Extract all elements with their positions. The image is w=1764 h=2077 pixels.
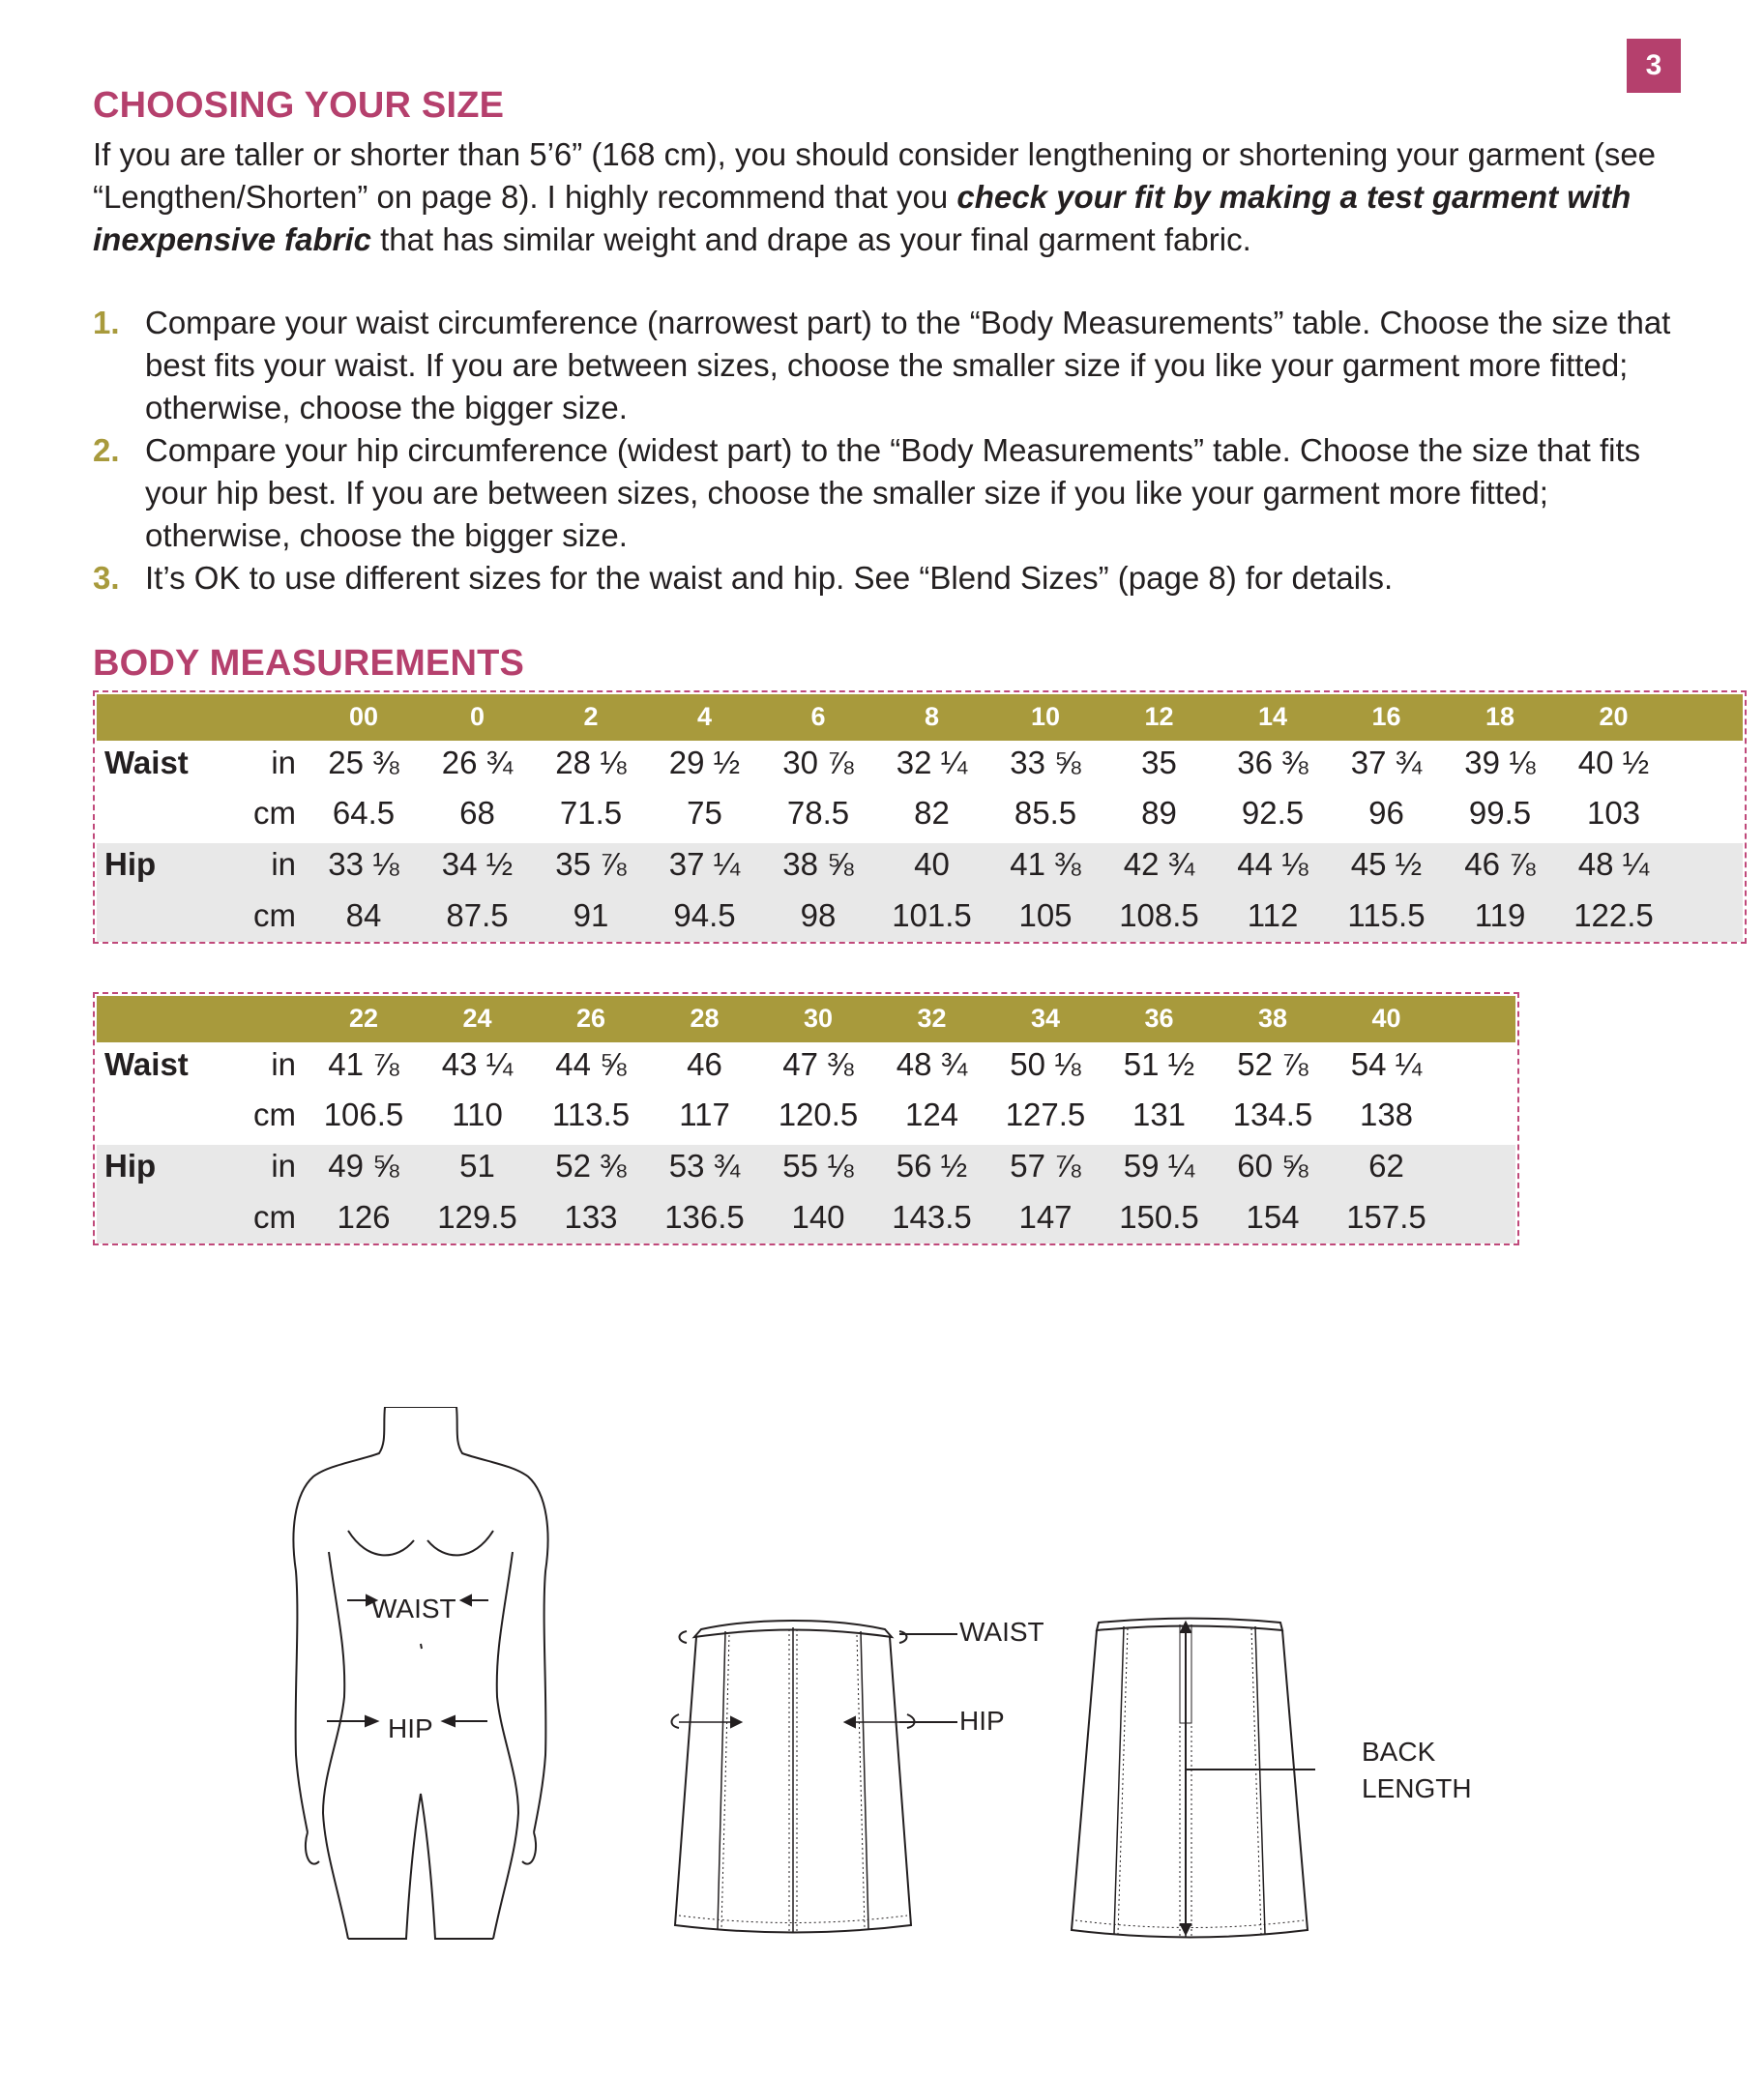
intro-emphasis: check your fit by making a test garment with inexpensive fabric [93,179,1632,257]
size-header: 10 [1030,702,1061,731]
measurement-cell: 62 [1368,1148,1404,1184]
measurement-cell: 33 ⅝ [1010,745,1081,780]
measurement-cell: 87.5 [446,897,509,933]
measurement-cell: 71.5 [559,795,623,831]
measurement-cell: 25 ⅜ [328,745,399,780]
skirt-hip-label: HIP [959,1706,1005,1736]
measurement-cell: 51 ½ [1123,1046,1195,1082]
measurement-cell: 40 [914,846,950,882]
measurement-cell: 28 ⅛ [555,745,627,780]
size-header: 34 [1030,1004,1061,1033]
measurement-cell: 154 [1246,1199,1300,1235]
measurement-cell: 55 ⅛ [782,1148,854,1184]
step-text: It’s OK to use different sizes for the waist and hip. See “Blend Sizes” (page 8) for details. [145,560,1394,596]
measurement-cell: 47 ⅜ [782,1046,854,1082]
measurement-cell: 46 ⅞ [1464,846,1536,882]
size-header: 20 [1599,702,1629,731]
waist-row-label: Waist [104,745,189,780]
measurement-cell: 124 [904,1097,959,1132]
step-number: 1. [93,305,120,340]
measurement-cell: 26 ¾ [441,745,514,780]
back-length-label-line2: LENGTH [1362,1773,1472,1803]
skirt-back-figure [1064,1615,1315,1944]
unit-label: in [271,846,296,882]
body-figure [290,1407,551,1948]
measurement-cell: 126 [337,1199,391,1235]
measurement-cell: 42 ¾ [1123,846,1195,882]
measurement-cell: 129.5 [437,1199,517,1235]
size-header: 26 [575,1004,606,1033]
measurement-cell: 85.5 [1014,795,1077,831]
measurement-cell: 101.5 [892,897,972,933]
measurement-cell: 103 [1586,795,1641,831]
measurement-cell: 33 ⅛ [328,846,399,882]
measurement-cell: 75 [687,795,722,831]
size-header: 36 [1144,1004,1174,1033]
measurement-cell: 131 [1132,1097,1187,1132]
intro-text-2: that has similar weight and drape as your final garment fabric. [370,221,1251,257]
measurement-cell: 38 ⅝ [782,846,854,882]
measurement-cell: 32 ¼ [896,745,968,780]
measurement-cell: 133 [564,1199,618,1235]
step-number: 3. [93,560,120,596]
measurement-cell: 37 ¼ [668,846,741,882]
measurement-cell: 41 ⅜ [1010,846,1081,882]
waist-row-label: Waist [104,1046,189,1082]
size-header: 22 [348,1004,379,1033]
size-header: 2 [583,702,599,731]
step-text: Compare your waist circumference (narrowest part) to the “Body Measurements” table. Choose the size that best fits your waist. If you are between sizes, choose the smaller size if you like your garment more fitted; otherwise, choose the bigger size. [145,305,1671,425]
measurement-cell: 39 ⅛ [1464,745,1536,780]
measurement-cell: 60 ⅝ [1237,1148,1308,1184]
measurement-cell: 143.5 [892,1199,972,1235]
measurement-cell: 112 [1247,897,1299,933]
measurement-cell: 29 ½ [668,745,741,780]
measurement-cell: 48 ¾ [896,1046,968,1082]
measurement-cell: 49 ⅝ [328,1148,399,1184]
measurement-cell: 44 ⅛ [1237,846,1308,882]
measurement-cell: 78.5 [786,795,850,831]
size-header: 8 [924,702,940,731]
list-item [93,557,1679,600]
measurement-cell: 52 ⅜ [555,1148,627,1184]
intro-paragraph [93,133,1679,261]
measurement-cell: 94.5 [673,897,736,933]
page-number-badge: 3 [1627,39,1681,93]
measurement-cell: 54 ¼ [1350,1046,1423,1082]
measurement-cell: 46 [687,1046,722,1082]
measurement-cell: 51 [459,1148,495,1184]
measurement-cell: 37 ¾ [1350,745,1423,780]
size-header: 00 [348,702,379,731]
measurement-cell: 82 [914,795,950,831]
measurement-cell: 57 ⅞ [1010,1148,1081,1184]
size-header: 4 [696,702,713,731]
measurement-cell: 91 [573,897,609,933]
skirt-front-figure [667,1610,919,1939]
measurement-cell: 45 ½ [1350,846,1423,882]
measurement-cell: 30 ⅞ [782,745,854,780]
measurement-cell: 157.5 [1346,1199,1426,1235]
size-header: 16 [1371,702,1401,731]
measurement-cell: 64.5 [332,795,396,831]
back-length-label-line1: BACK [1362,1737,1436,1767]
measurement-cell: 106.5 [323,1097,404,1132]
list-item [93,302,1679,429]
unit-label: cm [253,1097,296,1132]
measurement-cell: 147 [1018,1199,1073,1235]
hip-row-label: Hip [104,1148,157,1184]
list-item [93,429,1679,557]
measurement-cell: 34 ½ [441,846,514,882]
measurement-cell: 122.5 [1573,897,1654,933]
measurement-cell: 35 [1141,745,1177,780]
measurement-cell: 50 ⅛ [1010,1046,1081,1082]
skirt-callout-lines [899,1615,957,1731]
size-header: 30 [803,1004,834,1033]
unit-label: cm [253,897,296,933]
body-hip-label: HIP [388,1713,433,1743]
measurement-cell: 105 [1018,897,1073,933]
step-number: 2. [93,432,120,468]
hip-row-label: Hip [104,846,157,882]
measurement-cell: 138 [1359,1097,1414,1132]
unit-label: cm [253,795,296,831]
measurement-cell: 35 ⅞ [555,846,627,882]
measurement-cell: 89 [1141,795,1177,831]
measurement-cell: 53 ¾ [668,1148,741,1184]
measurement-cell: 127.5 [1005,1097,1086,1132]
size-header: 38 [1257,1004,1288,1033]
measurement-cell: 136.5 [664,1199,745,1235]
size-header: 32 [917,1004,947,1033]
size-header: 28 [690,1004,720,1033]
unit-label: cm [253,1199,296,1235]
unit-label: in [271,1148,296,1184]
measurement-cell: 92.5 [1241,795,1305,831]
measurement-cell: 43 ¼ [441,1046,514,1082]
measurement-cell: 36 ⅜ [1237,745,1308,780]
measurement-cell: 99.5 [1468,795,1532,831]
measurement-cell: 108.5 [1119,897,1199,933]
skirt-waist-label: WAIST [959,1617,1044,1647]
body-waist-label: WAIST [371,1594,456,1624]
choosing-size-heading: CHOOSING YOUR SIZE [93,85,505,126]
measurement-cell: 98 [800,897,837,933]
size-header: 6 [810,702,826,731]
step-text: Compare your hip circumference (widest part) to the “Body Measurements” table. Choose the size that fits your hip best. If you are between sizes, choose the smaller size if you like your garment more fitted; otherwise, choose the bigger size. [145,432,1641,553]
unit-label: in [271,745,296,780]
body-measurements-heading: BODY MEASUREMENTS [93,643,525,684]
measurement-cell: 41 ⅞ [328,1046,399,1082]
intro-text-1: If you are taller or shorter than 5’6” (168 cm), you should consider lengthening or shortening your garment (see “Lengthen/Shorten” on page 8). I highly recommend that you [93,136,1657,215]
measurement-cell: 48 ¼ [1577,846,1650,882]
measurement-cell: 84 [345,897,382,933]
size-steps-list [93,302,1679,600]
measurement-cell: 134.5 [1232,1097,1313,1132]
measurement-cell: 115.5 [1347,897,1426,933]
measurement-cell: 96 [1368,795,1404,831]
measurement-cell: 40 ½ [1577,745,1650,780]
measurement-cell: 119 [1474,897,1526,933]
measurement-cell: 68 [459,795,495,831]
size-header: 12 [1144,702,1174,731]
measurement-cell: 120.5 [778,1097,859,1132]
unit-label: in [271,1046,296,1082]
measurement-cell: 44 ⅝ [555,1046,627,1082]
measurement-cell: 56 ½ [896,1148,968,1184]
size-header: 24 [462,1004,492,1033]
size-header: 40 [1371,1004,1401,1033]
measurement-cell: 113.5 [551,1097,631,1132]
size-header: 0 [469,702,485,731]
measurement-cell: 150.5 [1119,1199,1199,1235]
measurement-cell: 140 [791,1199,845,1235]
measurement-cell: 117 [679,1097,730,1132]
measurement-cell: 59 ¼ [1123,1148,1195,1184]
measurement-cell: 52 ⅞ [1237,1046,1308,1082]
measurement-cell: 110 [452,1097,503,1132]
size-header: 14 [1257,702,1288,731]
size-header: 18 [1485,702,1515,731]
